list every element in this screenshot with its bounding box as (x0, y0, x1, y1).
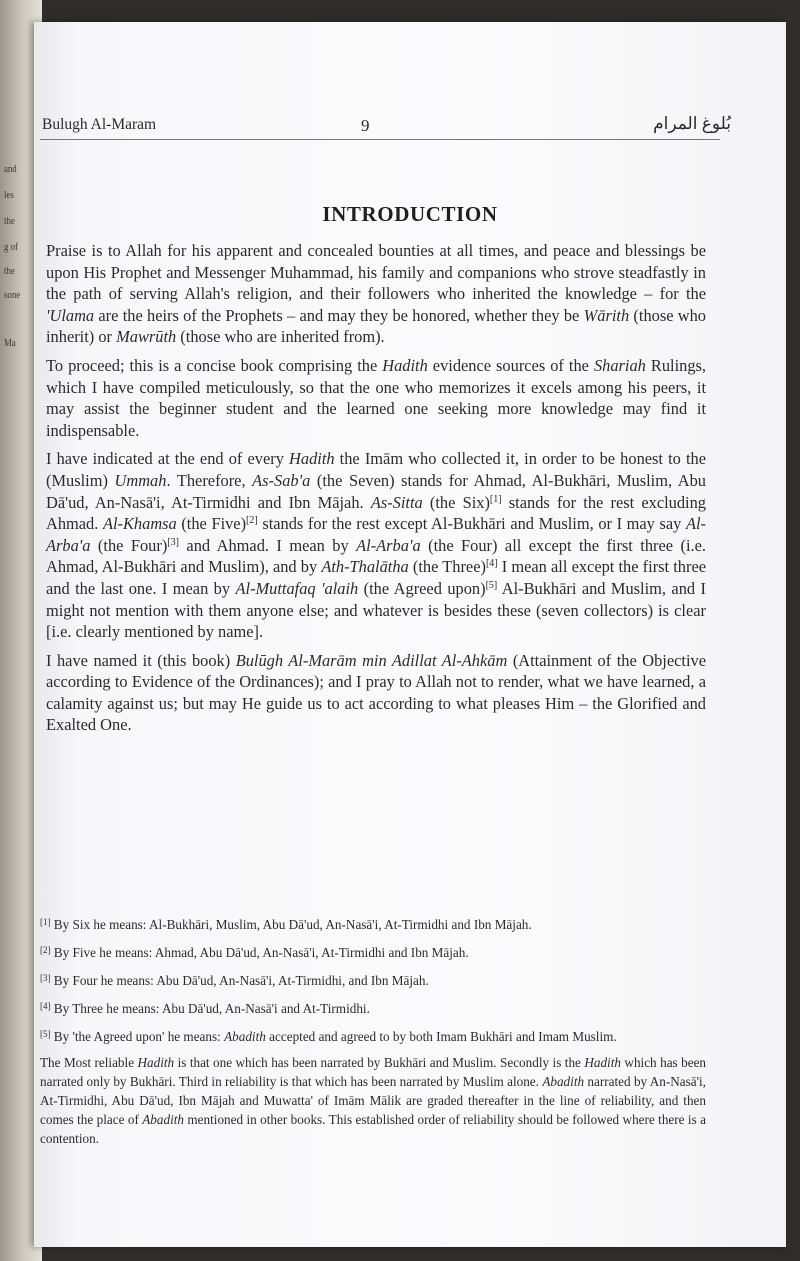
text-run: I have named it (this book) (46, 650, 236, 670)
header-divider (40, 139, 720, 140)
text-run: I have indicated at the end of every (46, 449, 290, 469)
paragraph-notation (46, 448, 706, 642)
paragraph-praise (46, 240, 706, 348)
italic-term: As-Sab'a (252, 470, 311, 490)
text-run: (the Six) (422, 492, 490, 512)
prev-page-fragment: sone (4, 289, 21, 301)
text-run: (Attainment of the Objective according to Evidence of the Ordinances); and I pray to Allah not to render, what we have learned, a calamity against us; but may He guide us to act according to what pleases Him – the Glorified and Exalted One. (46, 650, 706, 735)
text-run: (the Seven) stands for Ahmad, Al-Bukhāri, Muslim, Abu Dā'ud, An-Nasā'i, At-Tirmidhi and Ibn Mājah. (46, 470, 706, 512)
text-run: I mean all except the first three and the last one. I mean by (46, 557, 706, 598)
italic-term: Ummah (114, 470, 167, 490)
text-run: To proceed; this is a concise book comprising the (46, 355, 383, 375)
footnote (40, 913, 706, 934)
text-run: and Ahmad. I mean by (178, 535, 357, 555)
text-run: The Most reliable (40, 1055, 138, 1070)
text-run: evidence sources of the (427, 355, 594, 375)
chapter-heading: INTRODUCTION (322, 202, 498, 226)
text-run: (the Agreed upon) (358, 578, 486, 598)
text-run: which has been narrated only by Bukhāri. Third in reliability is that which has been narrated by Muslim alone. (40, 1055, 707, 1089)
footnote-ref-1[interactable]: [1] (489, 493, 502, 505)
footnote-mark: [3] (40, 973, 51, 983)
italic-term: Shariah (593, 355, 646, 375)
footnote-ref-4[interactable]: [4] (485, 558, 498, 570)
footnote-mark: [1] (40, 917, 51, 927)
italic-term: Hadith (584, 1055, 621, 1070)
italic-term: Hadith (382, 355, 428, 375)
footnote-text: accepted and agreed to by both Imam Bukhāri and Imam Muslim. (265, 1029, 617, 1044)
italic-term: Hadith (289, 449, 335, 469)
italic-term: Abadith (542, 1074, 585, 1089)
text-run: (those who inherit) or (46, 305, 707, 347)
text-run: Al-Bukhāri and Muslim, and I might not mention with them anyone else; and whatever is besides these (seven collectors) is clear [i.e. clearly mentioned by name]. (46, 578, 706, 642)
italic-term: Abadith (224, 1029, 266, 1044)
prev-page-fragment: the (4, 265, 15, 277)
footnote-text: By Six he means: Al-Bukhāri, Muslim, Abu Dā'ud, An-Nasā'i, At-Tirmidhi and Ibn Mājah. (50, 917, 532, 932)
text-run: (the Four) all except the first three (i.e. Ahmad, Al-Bukhāri and Muslim), and by (46, 535, 706, 577)
prev-page-fragment: Ma (4, 337, 16, 349)
footnote-text: By Three he means: Abu Dā'ud, An-Nasā'i and At-Tirmidhi. (50, 1001, 370, 1016)
footnote-mark: [4] (40, 1001, 51, 1011)
prev-page-fragment: and (4, 163, 17, 175)
text-run: stands for the rest except Al-Bukhāri and Muslim, or I may say (257, 514, 686, 534)
footnotes-section (40, 913, 706, 1148)
prev-page-fragment: the (4, 215, 15, 227)
footnote-text: By Four he means: Abu Dā'ud, An-Nasā'i, At-Tirmidhi, and Ibn Mājah. (50, 973, 429, 988)
italic-term: Wārith (583, 305, 630, 325)
italic-term: Mawrūth (116, 327, 177, 347)
book-page (34, 22, 786, 1247)
text-run: stands for the rest excluding Ahmad. (46, 492, 706, 534)
text-run: Rulings, which I have compiled meticulously, so that the one who memorizes it excels among his peers, it may assist the beginner student and the learned one seeking more knowledge may find it indispensable. (46, 355, 706, 440)
italic-term: 'Ulama (46, 305, 95, 325)
page-number: 9 (361, 116, 370, 135)
italic-term: Al-Arba'a (356, 535, 421, 555)
arabic-book-title: بُلوغ المرام (653, 114, 731, 133)
footnote-mark: [2] (40, 945, 51, 955)
text-run: mentioned in other books. This established order of reliability should be followed where there is a contention. (40, 1112, 706, 1146)
footnote-ref-3[interactable]: [3] (167, 536, 179, 548)
footnote-text: By Five he means: Ahmad, Abu Dā'ud, An-Nasā'i, At-Tirmidhi and Ibn Mājah. (50, 945, 469, 960)
italic-term: Al-Arba'a (46, 514, 706, 555)
italic-term: Ath-Thalātha (321, 557, 409, 577)
footnote (40, 997, 706, 1018)
text-run: (those who are inherited from). (176, 327, 385, 347)
prev-page-fragment: g of (4, 241, 18, 253)
prev-page-fragment: les (4, 189, 14, 201)
italic-term: Abadith (142, 1112, 185, 1127)
text-run: (the Three) (408, 557, 486, 577)
text-run: Praise is to Allah for his apparent and concealed bounties at all times, and peace and blessings be upon His Prophet and Messenger Muhammad, his family and companions who strove steadfastly in the path of serving Allah's religion, and their followers who inherited the knowledge – for the (46, 241, 706, 304)
text-run: is that one which has been narrated by Bukhāri and Muslim. Secondly is the (174, 1055, 585, 1070)
footnote (40, 941, 706, 962)
running-head (34, 114, 786, 138)
italic-term: Bulūgh Al-Marām min Adillat Al-Ahkām (235, 650, 508, 670)
footnote-ref-5[interactable]: [5] (485, 579, 498, 591)
italic-term: Al-Khamsa (102, 514, 177, 534)
footnote-mark: [5] (40, 1029, 51, 1039)
footnote (40, 969, 706, 990)
text-run: (the Five) (176, 514, 247, 534)
italic-term: Al-Muttafaq 'alaih (235, 578, 359, 598)
paragraph-book-name (46, 650, 706, 736)
paragraph-purpose (46, 355, 706, 441)
footnote-ref-2[interactable]: [2] (246, 515, 258, 527)
text-run: the Imām who collected it, in order to be honest to the (Muslim) (46, 449, 706, 490)
text-run: narrated by An-Nasā'i, At-Tirmidhi, Abu Dā'ud, Ibn Mājah and Muwatta' of Imām Mālik are graded thereafter in the line of reliability, and then comes the place of (40, 1074, 706, 1127)
introduction-body (46, 240, 706, 743)
footnote (40, 1025, 706, 1046)
italic-term: As-Sitta (370, 492, 423, 512)
reliability-note (40, 1053, 706, 1148)
book-title: Bulugh Al-Maram (42, 116, 157, 133)
italic-term: Hadith (137, 1055, 175, 1070)
text-run: . Therefore, (166, 470, 253, 490)
footnote-text: By 'the Agreed upon' he means: (50, 1029, 225, 1044)
text-run: (the Four) (90, 535, 168, 555)
text-run: are the heirs of the Prophets – and may they be honored, whether they be (94, 305, 584, 325)
